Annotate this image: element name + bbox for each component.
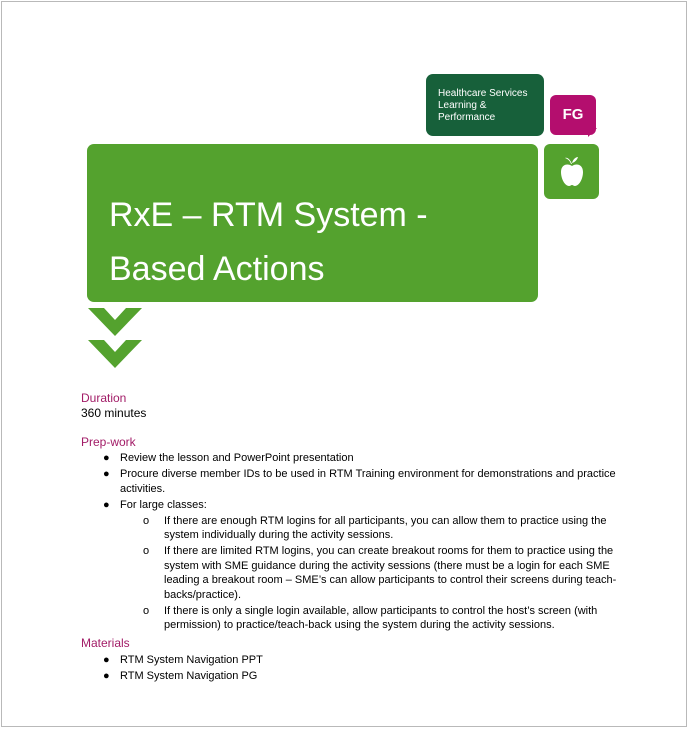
chevron-down-icon xyxy=(88,308,142,370)
duration-heading: Duration xyxy=(81,391,127,405)
list-item-text: Review the lesson and PowerPoint presentation xyxy=(120,452,354,464)
list-item xyxy=(81,498,621,633)
sub-list-item xyxy=(120,604,621,633)
page-title-line: RxE – RTM System - xyxy=(109,196,428,234)
bullet-icon: ● xyxy=(103,498,110,511)
list-item-text: For large classes: xyxy=(120,498,207,511)
sub-list-item-text: If there are limited RTM logins, you can create breakout rooms for them to practice using the system with SME guidance during the activity sessions (there must be a login for each SME leading a breakout room – SME’s can allow participants to control their screens during teach-backs/practice). xyxy=(164,545,617,601)
sub-list-item-text: If there are enough RTM logins for all participants, you can allow them to practice using the system individually during the activity sessions. xyxy=(164,514,607,541)
bullet-icon: ● xyxy=(103,654,110,666)
fg-badge-tail xyxy=(588,128,597,137)
sub-list-item xyxy=(120,514,621,543)
page-title-line: Based Actions xyxy=(109,250,325,288)
list-item xyxy=(81,653,621,668)
prep-work-list xyxy=(81,451,621,634)
circle-bullet-icon: o xyxy=(143,545,150,557)
org-line: Learning & xyxy=(438,100,487,111)
list-item-text: RTM System Navigation PPT xyxy=(120,654,263,666)
fg-badge: FG xyxy=(550,95,596,135)
list-item-text: RTM System Navigation PG xyxy=(120,670,258,682)
sub-list-item xyxy=(120,544,621,602)
sub-list-item-text: If there is only a single login available, allow participants to control the host’s screen (with permission) to practice/teach-back using the system during the activity sessions. xyxy=(164,604,598,631)
org-line: Performance xyxy=(438,112,496,123)
apple-badge xyxy=(544,144,599,199)
list-item xyxy=(81,467,621,496)
materials-list xyxy=(81,653,621,685)
org-line: Healthcare Services xyxy=(438,88,528,99)
sub-list xyxy=(120,514,621,633)
circle-bullet-icon: o xyxy=(143,514,150,527)
circle-bullet-icon: o xyxy=(143,604,150,617)
materials-heading: Materials xyxy=(81,636,130,650)
prep-work-heading: Prep-work xyxy=(81,435,136,449)
list-item-text: Procure diverse member IDs to be used in RTM Training environment for demonstrations and practice activities. xyxy=(120,468,616,495)
title-banner xyxy=(87,144,538,302)
list-item xyxy=(81,669,621,684)
bullet-icon: ● xyxy=(103,468,110,480)
apple-icon xyxy=(558,155,586,187)
bullet-icon: ● xyxy=(103,452,110,464)
duration-value: 360 minutes xyxy=(81,406,147,420)
list-item xyxy=(81,451,621,466)
org-badge xyxy=(426,74,544,136)
bullet-icon: ● xyxy=(103,670,110,682)
